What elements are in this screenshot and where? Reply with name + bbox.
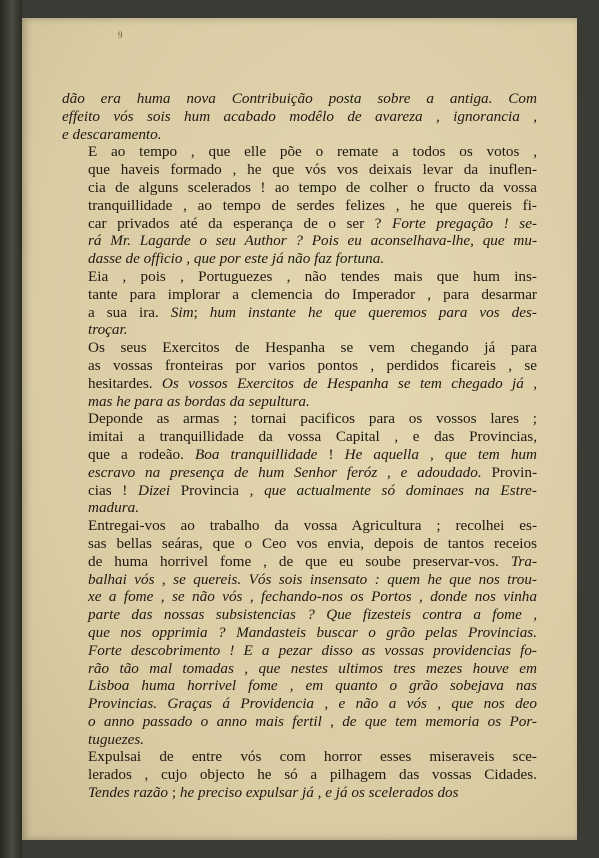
italic-run: He aquella , que tem hum <box>344 445 537 463</box>
text-line <box>62 660 537 678</box>
italic-run: troçar. <box>88 321 128 339</box>
body-text <box>62 90 537 802</box>
roman-run: que a rodeão. <box>88 445 195 463</box>
paragraph <box>62 748 537 801</box>
roman-run: ; <box>168 784 180 802</box>
italic-run: Os vossos Exercitos de Hespanha se tem chegado já , <box>161 374 538 392</box>
italic-run: dão era huma nova Contribuição posta sobre a antiga. Com <box>62 90 537 107</box>
page-mark: 9 <box>118 30 123 40</box>
roman-run: Provincia , <box>170 481 265 499</box>
roman-run: E ao tempo , que elle põe o remate a todos os votos , <box>88 143 537 161</box>
italic-run: que nos opprimia ? Mandasteis buscar o grão pelas Provincias. <box>88 623 537 641</box>
italic-run: effeito vós sois hum acabado modêlo de avareza , ignorancia , <box>62 107 537 125</box>
text-line <box>62 90 537 108</box>
italic-run: Lisboa huma horrivel fome , em quanto o grão sobejava nas <box>88 677 537 695</box>
roman-run: Deponde as armas ; tornai pacificos para os vossos lares ; <box>88 410 537 428</box>
italic-run: tuguezes. <box>88 730 145 748</box>
roman-run: sas bellas seáras, que o Ceo vos envia, depois de tantos receios <box>88 534 537 552</box>
text-line <box>62 428 537 446</box>
italic-run: madura. <box>88 499 140 517</box>
text-line <box>62 482 537 500</box>
italic-run: e descaramento. <box>62 125 162 143</box>
italic-run: dasse de officio , que por este já não faz fortuna. <box>88 250 385 268</box>
text-line <box>62 357 537 375</box>
text-line <box>62 784 537 802</box>
text-line <box>62 143 537 161</box>
text-line <box>62 517 537 535</box>
book-spine <box>0 0 22 858</box>
text-line <box>62 268 537 286</box>
text-line <box>62 215 537 233</box>
italic-run: mas he para as bordas da sepultura. <box>88 392 310 410</box>
italic-run: Boa tranquillidade <box>194 445 318 463</box>
text-line <box>62 126 537 144</box>
roman-run: a sua ira. <box>88 303 171 321</box>
text-line <box>62 748 537 766</box>
roman-run: Entregai-vos ao trabalho da vossa Agricultura ; recolhei es- <box>88 517 537 535</box>
paragraph <box>62 143 537 268</box>
italic-run: he preciso expulsar já , e já os scelerados dos <box>179 784 459 802</box>
roman-run: cia de alguns scelerados ! ao tempo de colher o fructo da vossa <box>88 178 537 196</box>
document-page <box>22 18 577 840</box>
italic-run: Forte pregação ! se- <box>392 214 537 232</box>
text-line <box>62 499 537 517</box>
text-line <box>62 464 537 482</box>
text-line <box>62 553 537 571</box>
text-line <box>62 410 537 428</box>
italic-run: Tendes razão <box>88 784 169 802</box>
text-line <box>62 179 537 197</box>
text-line <box>62 731 537 749</box>
roman-run: lerados , cujo objecto he só a pilhagem das vossas Cidades. <box>88 766 537 784</box>
roman-run: Expulsai de entre vós com horror esses miseraveis sce- <box>88 748 537 766</box>
roman-run: ; <box>193 303 210 321</box>
text-line <box>62 250 537 268</box>
roman-run: Provin- <box>481 463 538 481</box>
roman-run: car privados até da esperança de o ser ? <box>88 214 393 232</box>
text-line <box>62 642 537 660</box>
italic-run: Dizei <box>138 481 171 499</box>
roman-run: imitai a tranquillidade da vossa Capital , e das Provincias, <box>88 428 537 446</box>
text-line <box>62 321 537 339</box>
italic-run: rão tão mal tomadas , que nestes ultimos tres mezes houve em <box>88 659 537 677</box>
text-line <box>62 286 537 304</box>
italic-run: Tra- <box>510 552 537 570</box>
roman-run: Os seus Exercitos de Hespanha se vem chegando já para <box>88 339 537 357</box>
text-line <box>62 677 537 695</box>
italic-run: que actualmente só dominaes na Estre- <box>264 481 537 499</box>
roman-run: hesitardes. <box>88 374 162 392</box>
roman-run: cias ! <box>88 481 138 499</box>
italic-run: xe a fome , se não vós , fechando-nos os Portos , donde nos vinha <box>88 588 537 606</box>
text-line <box>62 766 537 784</box>
paragraph <box>62 339 537 410</box>
text-line <box>62 695 537 713</box>
text-line <box>62 535 537 553</box>
roman-run: as vossas fronteiras por varios pontos , perdidos ficareis , se <box>88 356 537 374</box>
text-line <box>62 713 537 731</box>
roman-run: tante para implorar a clemencia do Imperador , para desarmar <box>88 285 537 303</box>
italic-run: hum instante he que queremos para vos des- <box>209 303 537 321</box>
roman-run: tranquillidade , ao tempo de serdes felizes , he que quereis fi- <box>88 196 537 214</box>
text-line <box>62 446 537 464</box>
italic-run: rá Mr. Lagarde o seu Author ? Pois eu aconselhava-lhe, que mu- <box>88 232 537 250</box>
text-line <box>62 197 537 215</box>
text-line <box>62 393 537 411</box>
text-line <box>62 571 537 589</box>
roman-run: Eia , pois , Portuguezes , não tendes mais que hum ins- <box>88 267 537 285</box>
paragraph <box>62 410 537 517</box>
text-line <box>62 606 537 624</box>
paragraph <box>62 517 537 748</box>
paragraph <box>62 90 537 143</box>
paragraph <box>62 268 537 339</box>
text-line <box>62 588 537 606</box>
text-line <box>62 624 537 642</box>
italic-run: o anno passado o anno mais fertil , de que tem memoria os Por- <box>88 712 537 730</box>
text-line <box>62 232 537 250</box>
text-line <box>62 161 537 179</box>
italic-run: balhai vós , se quereis. Vós sois insensato : quem he que nos trou- <box>88 570 537 588</box>
roman-run: que haveis formado , he que vós vos deixais levar da inuflen- <box>88 161 537 179</box>
text-line <box>62 304 537 322</box>
italic-run: parte das nossas subsistencias ? Que fizesteis contra a fome , <box>88 606 537 624</box>
italic-run: escravo na presença de hum Senhor feróz , e adoudado. <box>88 463 482 481</box>
italic-run: Provincias. Graças á Providencia , e não a vós , que nos deo <box>88 695 537 713</box>
text-line <box>62 339 537 357</box>
text-line <box>62 108 537 126</box>
text-line <box>62 375 537 393</box>
italic-run: Sim <box>170 303 194 321</box>
italic-run: Forte descobrimento ! E a pezar disso as vossas providencias fo- <box>88 641 537 659</box>
roman-run: de huma horrivel fome , de que eu soube preservar-vos. <box>88 552 511 570</box>
roman-run: ! <box>317 445 345 463</box>
